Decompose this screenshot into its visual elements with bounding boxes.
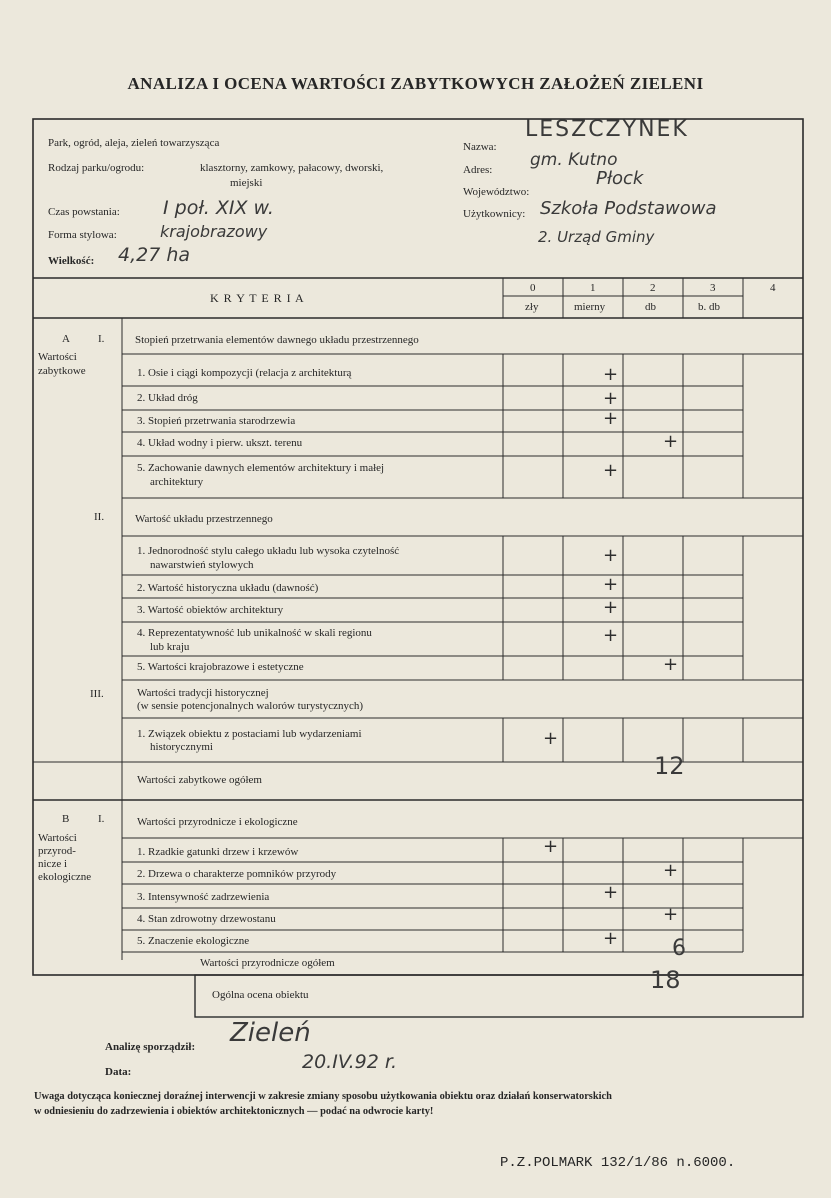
park-type-line: Park, ogród, aleja, zieleń towarzysząca bbox=[48, 137, 220, 149]
rodzaj-options-2: miejski bbox=[230, 177, 263, 189]
b-i-item-1: 1. Rzadkie gatunki drzew i krzewów bbox=[137, 846, 299, 858]
a-i-item-2: 2. Układ dróg bbox=[137, 392, 198, 404]
section-a-code: A bbox=[62, 333, 70, 345]
rating-mark: + bbox=[603, 545, 619, 566]
rating-mark: + bbox=[663, 860, 679, 881]
a-iii-item-1: 1. Związek obiektu z postaciami lub wydarzeniami bbox=[137, 728, 362, 740]
scale-number-3: 3 bbox=[710, 282, 716, 294]
section-b-name-1: Wartości bbox=[38, 832, 77, 844]
section-b-code: B bbox=[62, 813, 70, 825]
nazwa-label: Nazwa: bbox=[463, 141, 497, 153]
scale-number-1: 1 bbox=[590, 282, 596, 294]
section-a-roman-2: II. bbox=[94, 511, 105, 523]
rating-mark: + bbox=[543, 728, 559, 749]
a-total-value: 12 bbox=[654, 752, 685, 780]
a-i-item-4: 4. Układ wodny i pierw. ukszt. terenu bbox=[137, 437, 303, 449]
rating-mark: + bbox=[543, 836, 559, 857]
wielkosc-value: 4,27 ha bbox=[118, 244, 191, 266]
scale-number-2: 2 bbox=[650, 282, 656, 294]
date-value: 20.IV.92 r. bbox=[302, 1051, 397, 1073]
scale-word-3: b. db bbox=[698, 301, 720, 313]
rating-mark: + bbox=[603, 388, 619, 409]
rating-mark: + bbox=[603, 597, 619, 618]
a-ii-item-3: 3. Wartość obiektów architektury bbox=[137, 604, 284, 616]
section-b-name-4: ekologiczne bbox=[38, 871, 92, 883]
scale-word-1: mierny bbox=[574, 301, 606, 313]
scale-word-2: db bbox=[645, 301, 656, 313]
a-ii-item-4: 4. Reprezentatywność lub unikalność w skali regionu bbox=[137, 627, 372, 639]
czas-label: Czas powstania: bbox=[48, 206, 120, 218]
a-i-item-3: 3. Stopień przetrwania starodrzewia bbox=[137, 415, 296, 427]
b-i-item-2: 2. Drzewa o charakterze pomników przyrody bbox=[137, 868, 337, 880]
section-a-roman-1: I. bbox=[98, 333, 105, 345]
overall-label: Ogólna ocena obiektu bbox=[212, 989, 309, 1001]
note-line-1: Uwaga dotycząca koniecznej doraźnej interwencji w zakresie zmiany sposobu użytkowania obiektu oraz działań konserwatorskich bbox=[34, 1091, 612, 1102]
printer-code: P.Z.POLMARK 132/1/86 n.6000. bbox=[500, 1155, 736, 1171]
a-iii-item-1-cont: historycznymi bbox=[150, 741, 213, 753]
uzytkownicy-label: Użytkownicy: bbox=[463, 208, 526, 220]
rodzaj-options: klasztorny, zamkowy, pałacowy, dworski, bbox=[200, 162, 384, 174]
scale-number-4: 4 bbox=[770, 282, 776, 294]
czas-value: I poł. XIX w. bbox=[163, 197, 274, 219]
a-i-item-1: 1. Osie i ciągi kompozycji (relacja z architekturą bbox=[137, 367, 352, 379]
b-group-1: Wartości przyrodnicze i ekologiczne bbox=[137, 816, 298, 828]
a-ii-item-4-cont: lub kraju bbox=[150, 641, 190, 653]
note-line-2: w odniesieniu do zadrzewienia i obiektów architektonicznych — podać na odwrocie karty! bbox=[34, 1106, 434, 1117]
rating-mark: + bbox=[603, 460, 619, 481]
wojewodztwo-label: Województwo: bbox=[463, 186, 530, 198]
a-ii-item-2: 2. Wartość historyczna układu (dawność) bbox=[137, 582, 319, 594]
forma-value: krajobrazowy bbox=[160, 222, 268, 241]
a-ii-item-5: 5. Wartości krajobrazowe i estetyczne bbox=[137, 661, 304, 673]
overall-value: 18 bbox=[650, 966, 681, 994]
a-ii-item-1: 1. Jednorodność stylu całego układu lub wysoka czytelność bbox=[137, 545, 400, 557]
rating-mark: + bbox=[603, 574, 619, 595]
analysis-label: Analizę sporządził: bbox=[105, 1041, 196, 1053]
rating-mark: + bbox=[603, 882, 619, 903]
rating-mark: + bbox=[663, 654, 679, 675]
b-i-item-5: 5. Znaczenie ekologiczne bbox=[137, 935, 250, 947]
forma-label: Forma stylowa: bbox=[48, 229, 117, 241]
adres-label: Adres: bbox=[463, 164, 493, 176]
a-group-3-sub: (w sensie potencjonalnych walorów turystycznych) bbox=[137, 700, 364, 712]
date-label: Data: bbox=[105, 1066, 132, 1078]
scale-word-0: zły bbox=[525, 301, 539, 313]
b-total-value: 6 bbox=[672, 936, 686, 961]
analysis-value: Zieleń bbox=[230, 1018, 311, 1048]
wielkosc-label: Wielkość: bbox=[48, 255, 95, 267]
section-b-name-3: nicze i bbox=[38, 858, 68, 870]
adres-value: gm. Kutno bbox=[530, 150, 618, 170]
wojewodztwo-value: Płock bbox=[596, 168, 644, 189]
nazwa-value: LESZCZYNEK bbox=[525, 117, 689, 142]
a-group-3: Wartości tradycji historycznej bbox=[137, 687, 269, 699]
form-title: ANALIZA I OCENA WARTOŚCI ZABYTKOWYCH ZAŁOŻEŃ ZIELENI bbox=[127, 74, 704, 93]
a-group-2: Wartość układu przestrzennego bbox=[135, 513, 273, 525]
rating-mark: + bbox=[603, 364, 619, 385]
rating-mark: + bbox=[603, 408, 619, 429]
rating-mark: + bbox=[663, 431, 679, 452]
rating-mark: + bbox=[663, 904, 679, 925]
uzytkownicy-value-2: 2. Urząd Gminy bbox=[538, 228, 655, 246]
b-total-label: Wartości przyrodnicze ogółem bbox=[200, 957, 335, 969]
a-ii-item-1-cont: nawarstwień stylowych bbox=[150, 559, 254, 571]
a-i-item-5-cont: architektury bbox=[150, 476, 204, 488]
uzytkownicy-value: Szkoła Podstawowa bbox=[540, 198, 717, 219]
rating-mark: + bbox=[603, 625, 619, 646]
section-b-roman-1: I. bbox=[98, 813, 105, 825]
b-i-item-4: 4. Stan zdrowotny drzewostanu bbox=[137, 913, 276, 925]
section-a-roman-3: III. bbox=[90, 688, 104, 700]
kryteria-label: K R Y T E R I A bbox=[210, 291, 305, 305]
a-i-item-5: 5. Zachowanie dawnych elementów architektury i małej bbox=[137, 462, 385, 474]
scale-number-0: 0 bbox=[530, 282, 536, 294]
rating-mark: + bbox=[603, 928, 619, 949]
section-a-name: Wartości zabytkowe bbox=[38, 351, 86, 377]
a-total-label: Wartości zabytkowe ogółem bbox=[137, 774, 262, 786]
b-i-item-3: 3. Intensywność zadrzewienia bbox=[137, 891, 270, 903]
section-b-name-2: przyrod- bbox=[38, 845, 76, 857]
a-group-1: Stopień przetrwania elementów dawnego układu przestrzennego bbox=[135, 334, 419, 346]
rodzaj-label: Rodzaj parku/ogrodu: bbox=[48, 162, 145, 174]
